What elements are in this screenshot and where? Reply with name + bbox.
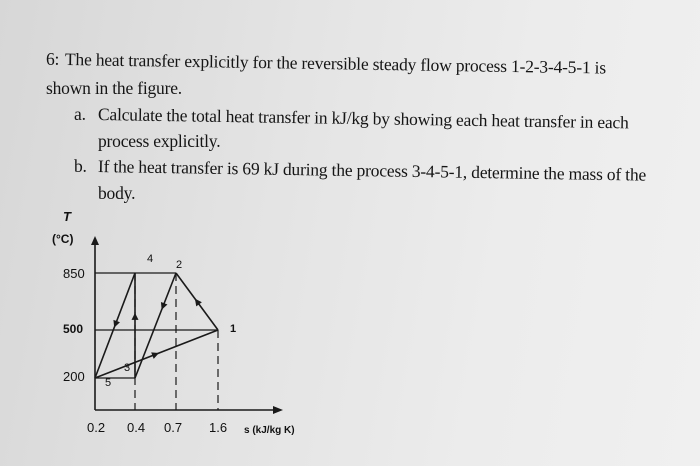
state-label-1: 1: [230, 323, 237, 335]
part-a-marker: a.: [74, 104, 86, 124]
x-tick-1.6: 1.6: [209, 420, 228, 435]
x-tick-0.4: 0.4: [127, 420, 146, 435]
x-tick-0.7: 0.7: [164, 420, 183, 435]
part-b-line-1: If the heat transfer is 69 kJ during the process 3-4-5-1, determine the mass of the: [97, 156, 647, 185]
y-tick-200: 200: [63, 369, 85, 384]
state-label-4: 4: [147, 253, 154, 265]
part-b-marker: b.: [74, 156, 87, 176]
y-axis-symbol: T: [63, 209, 71, 224]
y-axis-arrow: [91, 236, 99, 245]
process-lines: [95, 273, 218, 410]
part-a-line-1: Calculate the total heat transfer in kJ/kg by showing each heat transfer in each: [97, 104, 629, 133]
state-label-2: 2: [176, 259, 183, 271]
state-label-3: 3: [124, 362, 131, 374]
part-b-line-2: body.: [98, 183, 136, 203]
x-axis-unit: s (kJ/kg K): [244, 425, 295, 436]
diagram-axes: [91, 236, 283, 414]
part-a-line-2: process explicitly.: [98, 131, 221, 151]
question-line-1: The heat transfer explicitly for the reversible steady flow process 1-2-3-4-5-1 is: [64, 49, 607, 78]
y-tick-850: 850: [63, 266, 85, 281]
x-axis-arrow: [273, 406, 283, 414]
question-number: 6:: [46, 49, 60, 69]
y-tick-500: 500: [63, 322, 84, 336]
question-line-2: shown in the figure.: [46, 78, 182, 98]
state-label-5: 5: [105, 377, 112, 389]
process-2-3: [135, 273, 176, 378]
x-tick-0.2: 0.2: [87, 420, 106, 435]
y-axis-unit: (°C): [52, 232, 74, 246]
arrow-1-2: [195, 299, 202, 307]
